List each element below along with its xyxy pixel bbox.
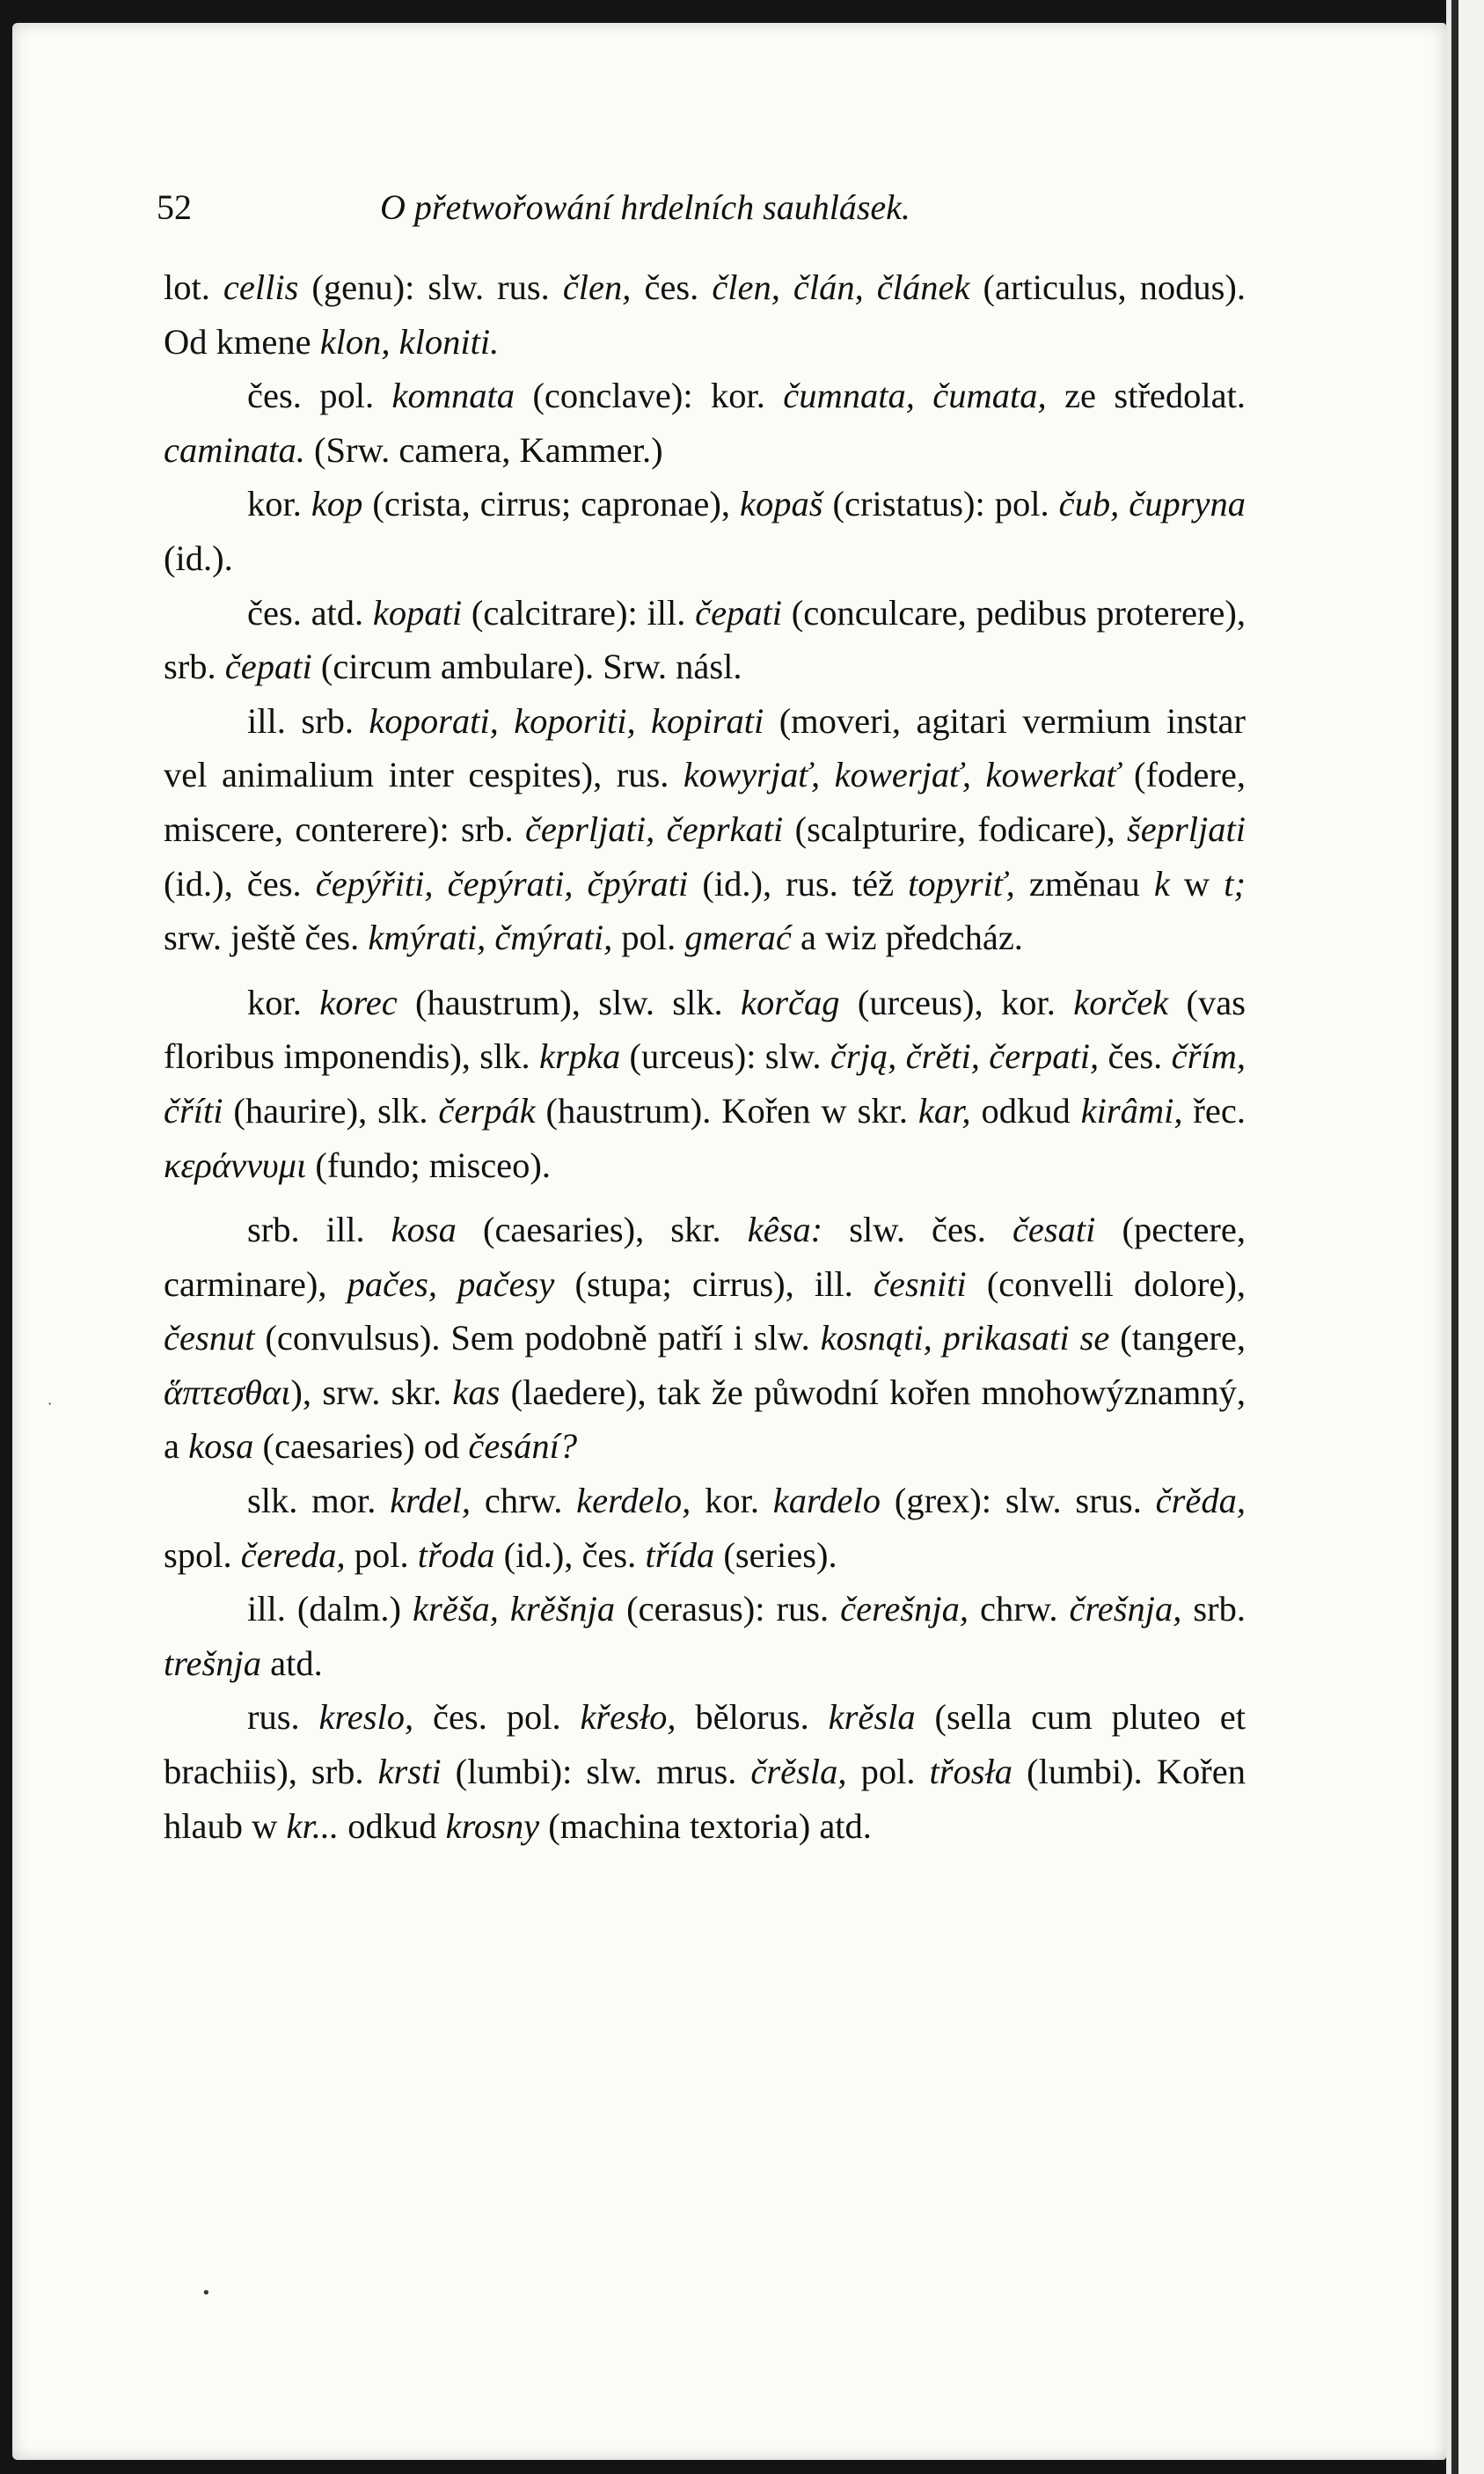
text-run: (machina textoria) atd. [539, 1805, 872, 1846]
text-run: (convelli dolore), [966, 1263, 1246, 1304]
italic-term: čerešnja, [840, 1589, 969, 1629]
italic-term: korček [1073, 982, 1169, 1022]
binding-edge [1446, 0, 1484, 2474]
italic-term: topyriť, [908, 863, 1015, 904]
paragraph [164, 260, 1246, 369]
italic-term: kopaš [740, 484, 823, 524]
text-run: (conculcare, pedibus proterere), srb. [164, 592, 1246, 687]
italic-term: krsti [377, 1752, 442, 1792]
text-run: (moveri, agitari vermium instar vel animalium inter cespites), rus. [164, 700, 1246, 795]
italic-term: čumnata, čumata, [783, 376, 1047, 416]
italic-term: korec [319, 982, 398, 1022]
text-run: (fundo; misceo). [306, 1145, 552, 1185]
paragraph [164, 369, 1246, 477]
italic-term: krdel, [390, 1481, 472, 1521]
italic-term: krpka [538, 1036, 621, 1077]
text-run: a wiz předcház. [791, 918, 1023, 958]
italic-term: k [1153, 863, 1170, 904]
italic-term: kosnąti, prikasati se [820, 1318, 1110, 1358]
italic-term: črěsla, [750, 1752, 847, 1792]
text-run: (haustrum). Kořen w skr. [535, 1090, 918, 1131]
text-run: (pectere, carminare), [164, 1210, 1246, 1304]
italic-term: čeprljati, čeprkati [524, 809, 784, 849]
text-run: odkud [339, 1805, 446, 1846]
text-run: (series). [714, 1534, 837, 1575]
italic-term: česati [1012, 1210, 1096, 1250]
text-run: (lumbi). Kořen hlaub w [164, 1752, 1246, 1846]
text-run: srw. ještě čes. [164, 918, 369, 958]
text-run: (caesaries) od [253, 1426, 469, 1467]
text-run: (calcitrare): ill. [462, 592, 696, 633]
text-run: (id.). [164, 538, 233, 578]
italic-term: třída [645, 1534, 715, 1575]
text-run: (laedere), tak že půwodní kořen mnohowýznamný, a [164, 1372, 1246, 1467]
text-run: (tangere, [1109, 1318, 1246, 1358]
italic-term: čereda, [240, 1534, 346, 1575]
italic-term: čepati [695, 592, 783, 633]
text-run: řec. [1182, 1090, 1246, 1131]
paragraph [164, 1474, 1246, 1582]
italic-term: pačes, pačesy [347, 1263, 555, 1304]
italic-term: trešnja [164, 1643, 261, 1683]
italic-term: čub, čupryna [1058, 484, 1246, 524]
italic-term: krěsla [828, 1697, 916, 1738]
text-run: ), srw. skr. [290, 1372, 453, 1412]
paragraph [164, 1582, 1246, 1690]
text-run: lot. [164, 267, 223, 307]
text-run: (caesaries), skr. [456, 1210, 748, 1250]
text-run: pol. [345, 1534, 418, 1575]
italic-term: křesło, [580, 1697, 676, 1738]
italic-term: kerdelo, [576, 1481, 691, 1521]
paragraph [164, 1690, 1246, 1853]
text-run: (circum ambulare). Srw. násl. [311, 647, 742, 687]
italic-term: kardelo [772, 1481, 881, 1521]
italic-term: česniti [873, 1263, 967, 1304]
text-run: chrw. [471, 1481, 577, 1521]
text-run: pol. [612, 918, 685, 958]
italic-term: gmerać [684, 918, 792, 958]
text-run: odkud [970, 1090, 1081, 1131]
italic-term: cellis [223, 267, 299, 307]
italic-term: kêsa: [747, 1210, 823, 1250]
text-run: (cerasus): rus. [615, 1589, 841, 1629]
text-run: (grex): slw. srus. [881, 1481, 1156, 1521]
text-run: čes. pol. [413, 1697, 581, 1738]
italic-term: klon, kloniti. [319, 321, 500, 362]
text-run: bělorus. [676, 1697, 829, 1738]
text-run: ill. srb. [247, 700, 369, 741]
text-run: čes. atd. [247, 592, 373, 633]
text-run: atd. [261, 1643, 323, 1683]
text-run: čes. [631, 267, 713, 307]
italic-term: kosa [188, 1426, 254, 1467]
italic-term: kas [452, 1372, 501, 1412]
italic-term: caminata. [164, 429, 305, 470]
italic-term: šeprljati [1127, 809, 1246, 849]
italic-term: krěša, krěšnja [413, 1589, 616, 1629]
paragraph [164, 1203, 1246, 1474]
paragraph [164, 586, 1246, 694]
text-run: slk. mor. [247, 1481, 391, 1521]
italic-term: česání? [468, 1426, 578, 1467]
margin-speck: · [48, 1395, 53, 1412]
italic-term: kreslo, [318, 1697, 414, 1738]
text-run: (haurire), slk. [223, 1090, 439, 1131]
text-run: kor. [691, 1481, 773, 1521]
italic-term: kop [311, 484, 363, 524]
italic-term: korčag [741, 982, 840, 1022]
text-run: (conclave): kor. [515, 376, 784, 416]
text-run: (genu): slw. rus. [298, 267, 563, 307]
text-run: (convulsus). Sem podobně patří i slw. [254, 1318, 821, 1358]
text-run: (vas floribus imponendis), slk. [164, 982, 1246, 1077]
italic-term: člen, [562, 267, 632, 307]
text-run: (urceus): slw. [620, 1036, 830, 1077]
text-run: (Srw. camera, Kammer.) [304, 429, 663, 470]
italic-term: črěda, [1155, 1481, 1246, 1521]
text-run: srb. ill. [247, 1210, 391, 1250]
text-run: (scalpturire, fodicare), [783, 809, 1127, 849]
italic-term: česnut [164, 1318, 255, 1358]
italic-term: třosła [929, 1752, 1013, 1792]
text-run: (id.), čes. [494, 1534, 646, 1575]
text-run: (articulus, nodus). Od kmene [164, 267, 1246, 362]
text-run: (id.), rus. též [688, 863, 909, 904]
italic-term: čřím, čříti [164, 1036, 1246, 1131]
text-run: (stupa; cirrus), ill. [554, 1263, 874, 1304]
page-header [12, 187, 1446, 231]
italic-term: t; [1224, 863, 1246, 904]
paragraph [164, 694, 1246, 965]
italic-term: kar, [917, 1090, 971, 1131]
italic-term: kosa [391, 1210, 457, 1250]
italic-term: κεράννυμι [164, 1145, 307, 1185]
running-title: O přetwořowání hrdelních sauhlásek. [380, 187, 910, 227]
text-run: čes. pol. [247, 376, 392, 416]
text-run: čes. [1099, 1036, 1172, 1077]
text-run: (lumbi): slw. mrus. [441, 1752, 751, 1792]
italic-term: čepati [224, 647, 312, 687]
italic-term: kowyrjať, kowerjať, kowerkať [683, 755, 1120, 795]
text-run: (cristatus): pol. [822, 484, 1059, 524]
text-run: srb. [1181, 1589, 1246, 1629]
paragraph [164, 477, 1246, 585]
text-run: (haustrum), slw. slk. [397, 982, 742, 1022]
text-run: ill. (dalm.) [247, 1589, 413, 1629]
text-run: w [1169, 863, 1224, 904]
paragraph [164, 976, 1246, 1192]
italic-term: krosny [445, 1805, 540, 1846]
text-run: (urceus), kor. [839, 982, 1074, 1022]
text-run: (crista, cirrus; capronae), [362, 484, 740, 524]
italic-term: čepýřiti, čepýrati, čpýrati [315, 863, 689, 904]
text-run: kor. [247, 982, 320, 1022]
italic-term: črešnja, [1069, 1589, 1182, 1629]
text-run: chrw. [969, 1589, 1070, 1629]
italic-term: komnata [391, 376, 515, 416]
italic-term: člen, člán, článek [712, 267, 970, 307]
text-run: ze středolat. [1046, 376, 1246, 416]
text-run: (fodere, miscere, conterere): srb. [164, 755, 1246, 849]
italic-term: kirâmi, [1080, 1090, 1183, 1131]
page-number: 52 [157, 187, 192, 227]
italic-term: čerpák [438, 1090, 536, 1131]
text-run: změnau [1014, 863, 1154, 904]
text-run: kor. [247, 484, 311, 524]
italic-term: črją, črěti, čerpati, [830, 1036, 1100, 1077]
text-run: (id.), čes. [164, 863, 316, 904]
book-page [12, 23, 1446, 2460]
ink-speck: • [201, 2284, 211, 2302]
italic-term: kr... [286, 1805, 340, 1846]
text-run: rus. [247, 1697, 319, 1738]
italic-term: třoda [417, 1534, 495, 1575]
text-run: slw. čes. [822, 1210, 1012, 1250]
italic-term: koporati, koporiti, kopirati [369, 700, 764, 741]
text-run: spol. [164, 1534, 241, 1575]
italic-term: ἅπτεσθαι [164, 1372, 291, 1412]
text-run: (sella cum pluteo et brachiis), srb. [164, 1697, 1246, 1792]
text-run: pol. [846, 1752, 930, 1792]
italic-term: kmýrati, čmýrati, [368, 918, 613, 958]
body-text [164, 260, 1246, 1853]
italic-term: kopati [372, 592, 463, 633]
